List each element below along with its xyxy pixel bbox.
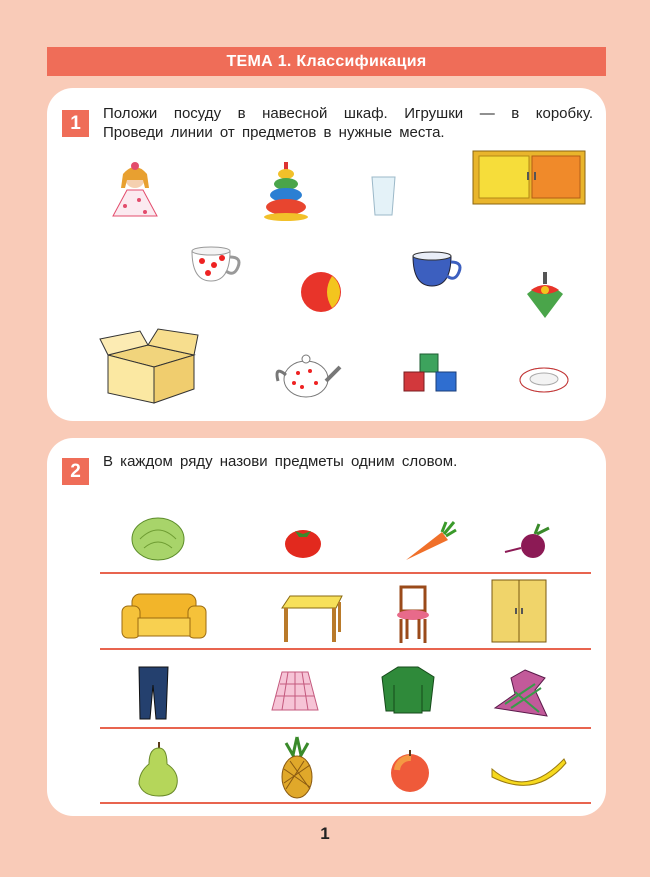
task-1-line-1: Положи посуду в навесной шкаф. Игрушки — в коробку. bbox=[103, 105, 593, 122]
plate-image[interactable] bbox=[518, 365, 570, 395]
cup-red-dots-image[interactable] bbox=[188, 245, 244, 285]
tomato-image bbox=[283, 525, 323, 559]
ball-image[interactable] bbox=[298, 270, 344, 314]
answer-line-4 bbox=[100, 802, 591, 804]
answer-line-3 bbox=[100, 727, 591, 729]
apple-image bbox=[387, 748, 433, 794]
task-1-text bbox=[103, 104, 593, 142]
carrot-image bbox=[402, 520, 458, 562]
task-1-number: 1 bbox=[62, 110, 89, 137]
dress-image bbox=[485, 668, 550, 720]
chair-image bbox=[393, 585, 433, 645]
sofa-image bbox=[120, 590, 208, 642]
task-2-number: 2 bbox=[62, 458, 89, 485]
wall-cupboard-image[interactable] bbox=[472, 150, 586, 205]
beet-image bbox=[503, 522, 555, 560]
answer-line-2 bbox=[100, 648, 591, 650]
wardrobe-image bbox=[490, 578, 548, 646]
cabbage-image bbox=[130, 512, 186, 562]
spinning-top-image[interactable] bbox=[523, 270, 567, 320]
sweater-image bbox=[380, 665, 437, 715]
banana-image bbox=[490, 755, 568, 793]
jeans-image bbox=[137, 665, 170, 720]
pear-image bbox=[137, 740, 180, 798]
task-2-text: В каждом ряду назови предметы одним словом. bbox=[103, 453, 458, 470]
blue-cup-image[interactable] bbox=[410, 250, 463, 290]
page-number: 1 bbox=[320, 824, 330, 843]
topic-header: ТЕМА 1. Классификация bbox=[47, 47, 606, 76]
toy-blocks-image[interactable] bbox=[402, 352, 458, 393]
table-image bbox=[280, 592, 346, 644]
pyramid-toy-image[interactable] bbox=[262, 160, 310, 222]
pineapple-image bbox=[276, 735, 318, 800]
glass-image[interactable] bbox=[370, 175, 397, 217]
task-1-line-2: Проведи линии от предметов в нужные места. bbox=[103, 124, 445, 141]
cardboard-box-image[interactable] bbox=[98, 325, 200, 405]
doll-image[interactable] bbox=[105, 160, 165, 230]
skirt-image bbox=[270, 670, 320, 712]
answer-line-1 bbox=[100, 572, 591, 574]
teapot-image[interactable] bbox=[272, 345, 344, 400]
